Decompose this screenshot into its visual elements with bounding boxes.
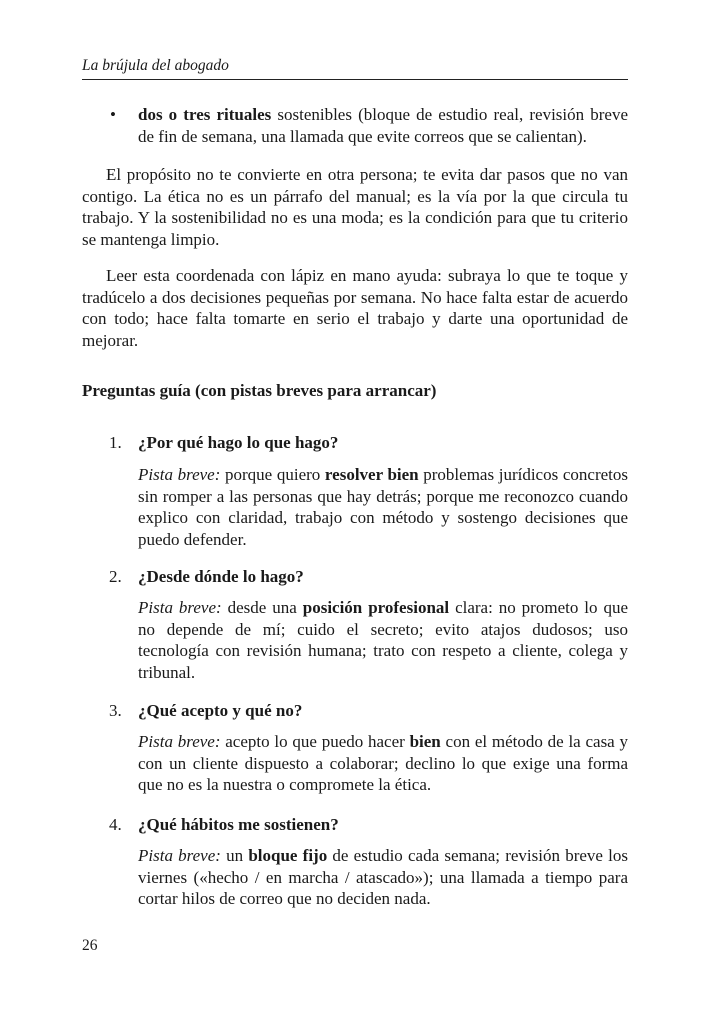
paragraph-text: El propósito no te convierte en otra persona; te evita dar pasos que no van contigo. La ética no es un párrafo del manual; es la vía por la que circula tu trabajo. Y la sostenibilidad no es una moda; es la condición para que tu criterio se mantenga limpio. <box>82 165 628 250</box>
hint-text: de estudio cada semana; revisión breve los viernes («hecho / en marcha / atascado»); una llamada a tiempo para cortar hilos de correo que no deciden nada. <box>138 846 628 909</box>
hint-text: con el método de la casa y con un cliente dispuesto a colaborar; declino lo que exige una forma que no es la nuestra o compromete la ética. <box>138 732 628 795</box>
bullet-marker: • <box>110 105 116 124</box>
bullet-item <box>138 104 628 147</box>
question-hint <box>138 731 628 796</box>
hint-bold-text: posición profesional <box>302 598 450 617</box>
hint-label: Pista breve: <box>138 598 222 617</box>
question-title: ¿Por qué hago lo que hago? <box>138 433 339 452</box>
hint-text: acepto lo que puedo hacer <box>220 732 410 751</box>
question-hint <box>138 464 628 551</box>
hint-text: un <box>220 846 249 865</box>
question-hint <box>138 597 628 684</box>
question-number: 4. <box>109 815 122 834</box>
question-title: ¿Qué acepto y qué no? <box>138 701 303 720</box>
section-heading: Preguntas guía (con pistas breves para arrancar) <box>82 381 437 400</box>
hint-text: desde una <box>221 598 303 617</box>
page-number: 26 <box>82 937 98 954</box>
bullet-bold-text: dos o tres rituales <box>138 105 272 124</box>
paragraph-reading <box>82 265 628 352</box>
question-number: 1. <box>109 433 122 452</box>
paragraph-text: Leer esta coordenada con lápiz en mano ayuda: subraya lo que te toque y tradúcelo a dos decisiones pequeñas por semana. No hace falta estar de acuerdo con todo; hace falta tomarte en serio el trabajo y darte una oportunidad de mejorar. <box>82 266 628 351</box>
hint-text: clara: no prometo lo que no depende de mí; cuido el secreto; evito atajos dudosos; uso tecnología con revisión humana; trato con respeto a cliente, colega y tribunal. <box>138 598 628 683</box>
paragraph-purpose <box>82 164 628 251</box>
question-hint <box>138 845 628 910</box>
hint-bold-text: bien <box>409 732 441 751</box>
bullet-rest-text: sostenibles (bloque de estudio real, revisión breve de fin de semana, una llamada que evite correos que se calientan). <box>138 105 628 146</box>
hint-label: Pista breve: <box>138 846 221 865</box>
question-number: 2. <box>109 567 122 586</box>
hint-text: problemas jurídicos concretos sin romper a las personas que hay detrás; porque me reconozco cuando explico con claridad, trabajo con método y sostengo decisiones que puedo defender. <box>138 465 628 550</box>
hint-bold-text: bloque fijo <box>248 846 328 865</box>
hint-text: porque quiero <box>220 465 325 484</box>
question-title: ¿Desde dónde lo hago? <box>138 567 304 586</box>
question-number: 3. <box>109 701 122 720</box>
hint-bold-text: resolver bien <box>324 465 419 484</box>
running-header: La brújula del abogado <box>82 56 628 80</box>
hint-label: Pista breve: <box>138 732 221 751</box>
question-title: ¿Qué hábitos me sostienen? <box>138 815 339 834</box>
hint-label: Pista breve: <box>138 465 221 484</box>
